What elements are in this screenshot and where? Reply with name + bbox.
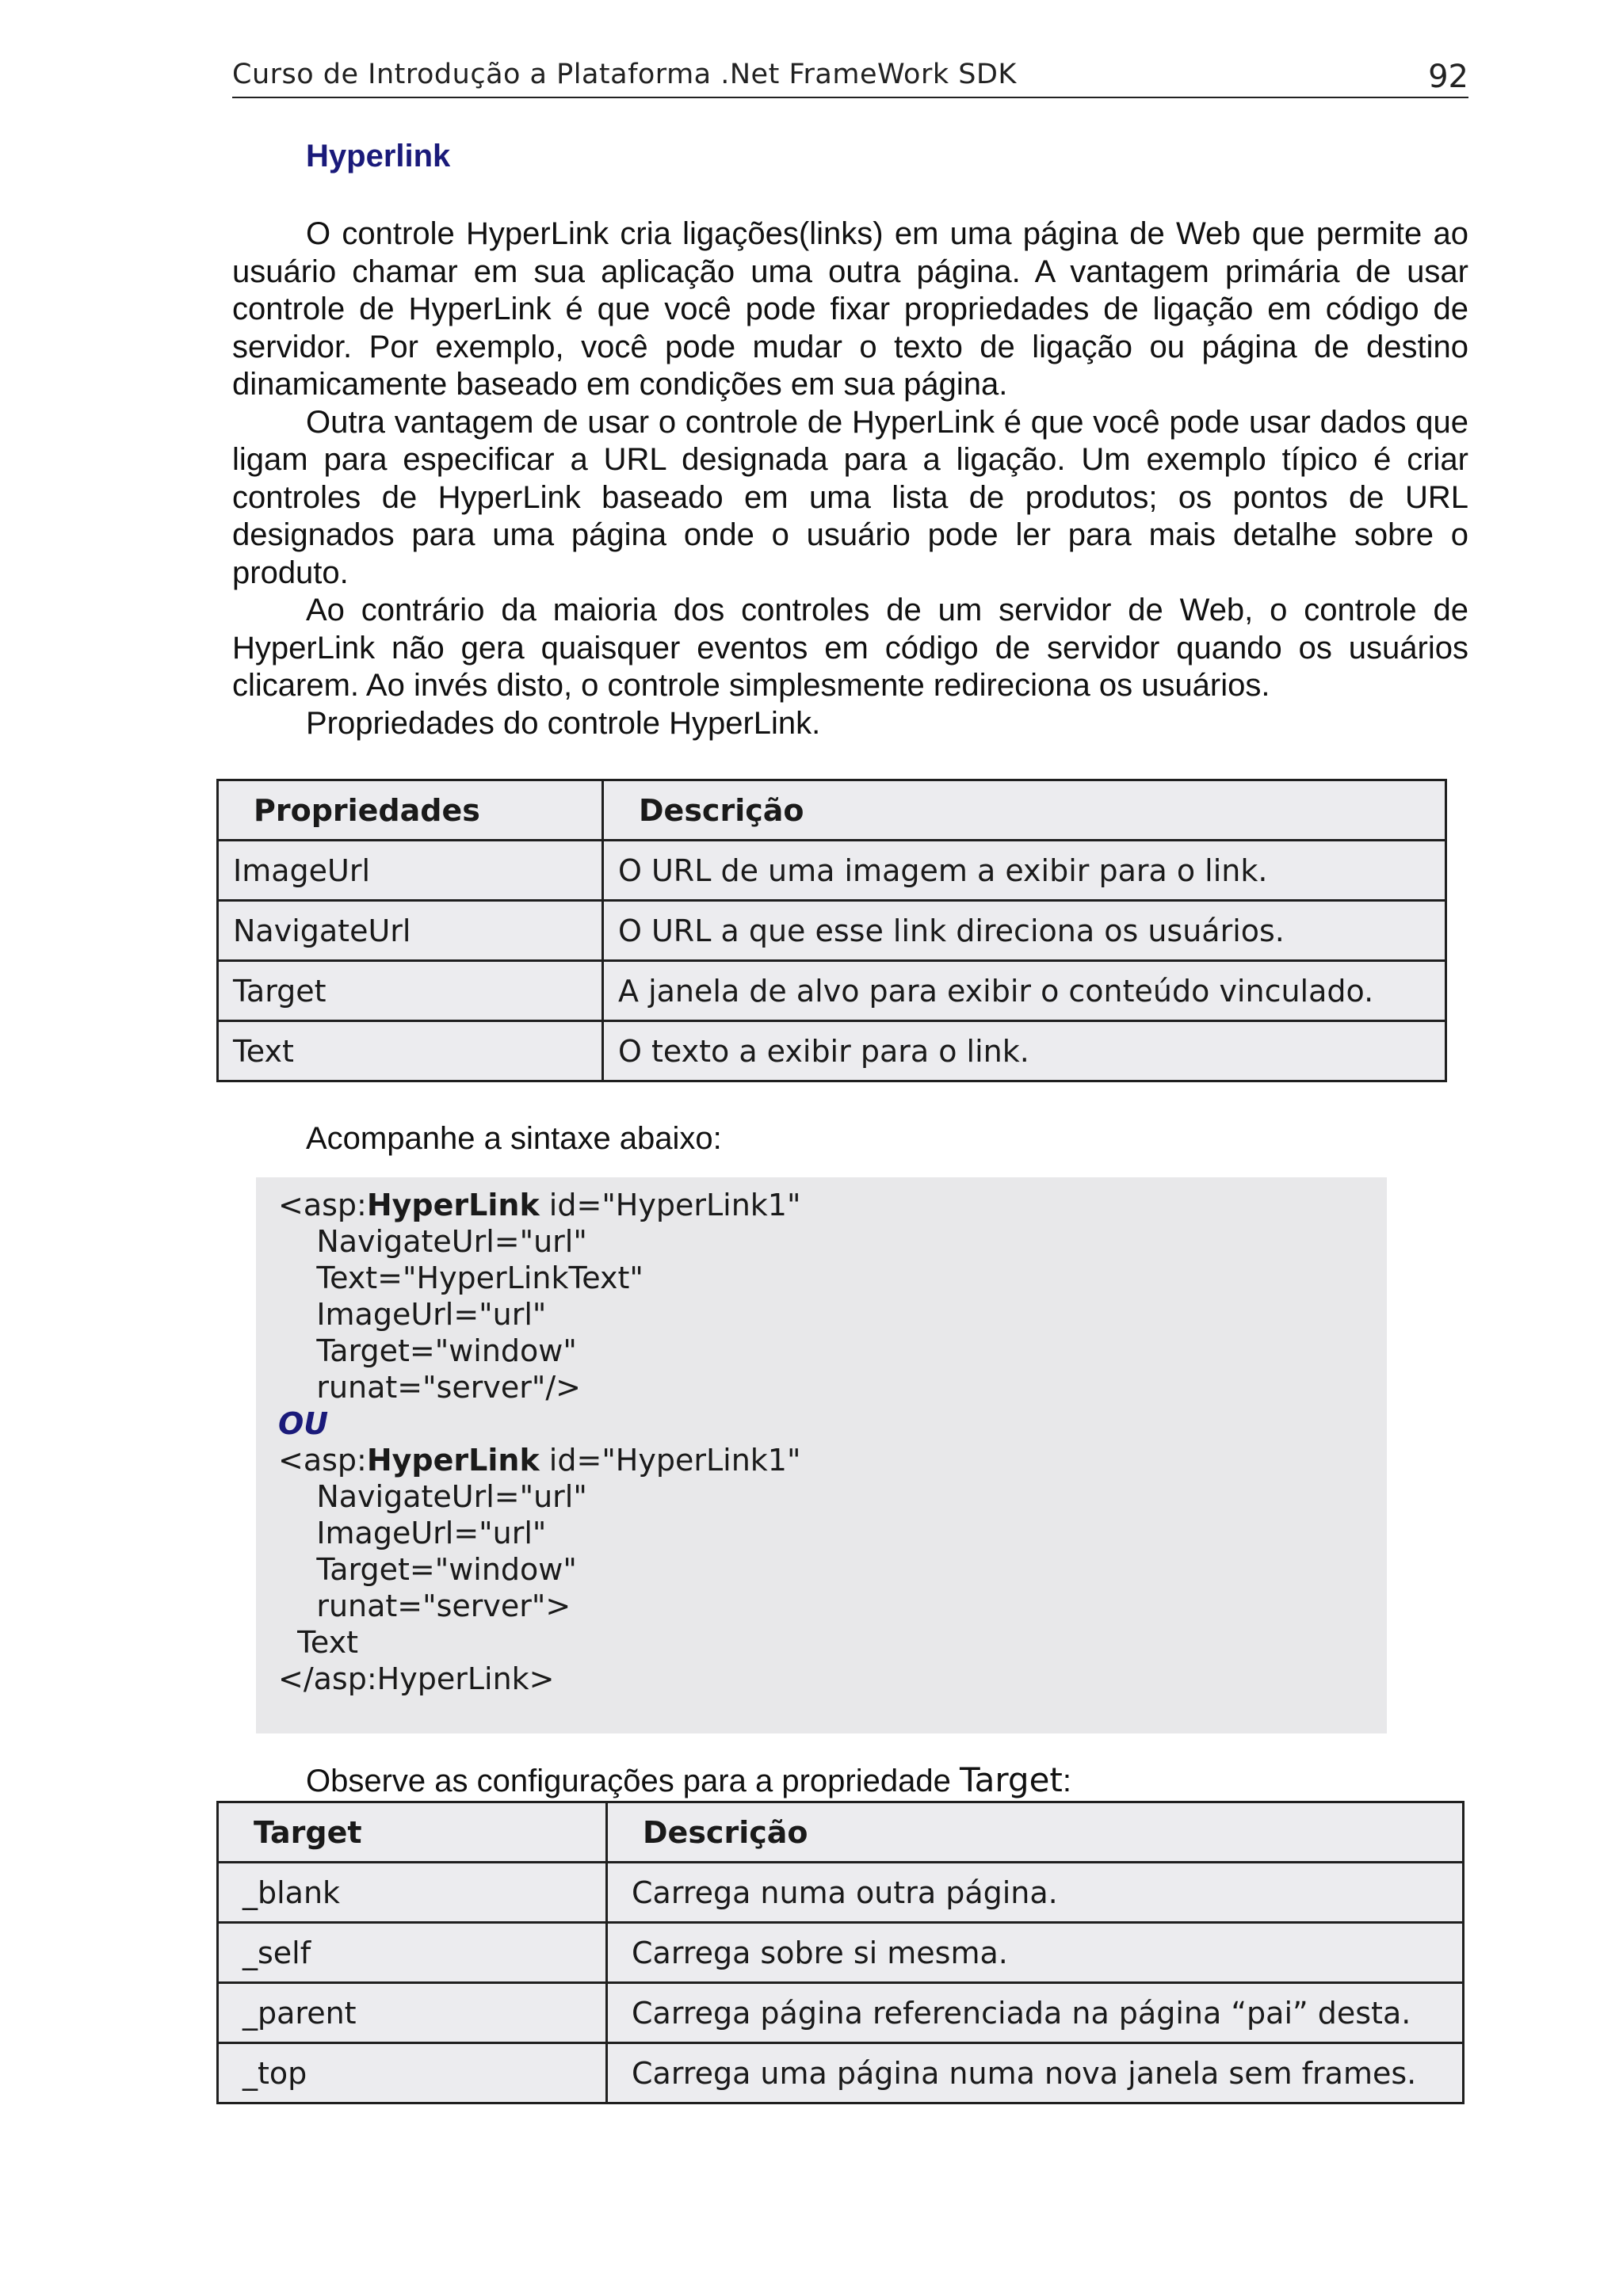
code-line: Text="HyperLinkText" bbox=[278, 1261, 643, 1295]
paragraph: O controle HyperLink cria ligações(links) em uma página de Web que permite ao usuário chamar em sua aplicação uma outra página. A vantagem primária de usar controle de HyperLink é que você pode fixar propriedades de ligação em código de servidor. Por exemplo, você pode mudar o texto de ligação ou página de destino dinamicamente baseado em condições em sua página. bbox=[232, 216, 1468, 402]
property-name-cell: NavigateUrl bbox=[218, 901, 603, 961]
code-line: runat="server"> bbox=[278, 1589, 571, 1623]
code-line: NavigateUrl="url" bbox=[278, 1224, 587, 1259]
property-description-cell: O URL de uma imagem a exibir para o link. bbox=[603, 841, 1446, 901]
page-number: 92 bbox=[1428, 59, 1468, 95]
table-row bbox=[218, 1923, 1464, 1983]
table-header-row bbox=[218, 1802, 1464, 1863]
target-description-cell: Carrega sobre si mesma. bbox=[607, 1923, 1464, 1983]
paragraph: Ao contrário da maioria dos controles de um servidor de Web, o controle de HyperLink não gera quaisquer eventos em código de servidor quando os usuários clicarem. Ao invés disto, o controle simplesmente redireciona os usuários. bbox=[232, 593, 1468, 703]
table-header-cell: Descrição bbox=[603, 780, 1446, 841]
target-value-cell: _self bbox=[218, 1923, 607, 1983]
target-table bbox=[216, 1801, 1465, 2104]
syntax-intro: Acompanhe a sintaxe abaixo: bbox=[306, 1121, 722, 1156]
code-separator: OU bbox=[278, 1406, 329, 1441]
table-row bbox=[218, 1021, 1446, 1081]
table-row bbox=[218, 1983, 1464, 2043]
target-description-cell: Carrega uma página numa nova janela sem frames. bbox=[607, 2043, 1464, 2103]
table-row bbox=[218, 841, 1446, 901]
table-header-cell: Propriedades bbox=[218, 780, 603, 841]
table-row bbox=[218, 961, 1446, 1021]
table-header-cell: Target bbox=[218, 1802, 607, 1863]
code-line: Text bbox=[278, 1625, 359, 1660]
header-title: Curso de Introdução a Plataforma .Net FrameWork SDK bbox=[232, 59, 1017, 90]
target-description-cell: Carrega numa outra página. bbox=[607, 1863, 1464, 1923]
code-line: Target="window" bbox=[278, 1552, 577, 1587]
target-description-cell: Carrega página referenciada na página “pai” desta. bbox=[607, 1983, 1464, 2043]
paragraph: Outra vantagem de usar o controle de HyperLink é que você pode usar dados que ligam para especificar a URL designada para a ligação. Um exemplo típico é criar controles de HyperLink baseado em uma lista de produtos; os pontos de URL designados para uma página onde o usuário pode ler para mais detalhe sobre o produto. bbox=[232, 404, 1468, 590]
target-value-cell: _parent bbox=[218, 1983, 607, 2043]
code-line: ImageUrl="url" bbox=[278, 1516, 547, 1550]
table-row bbox=[218, 1863, 1464, 1923]
code-line: <asp:HyperLink id="HyperLink1" bbox=[278, 1188, 801, 1222]
code-line: NavigateUrl="url" bbox=[278, 1479, 587, 1514]
section-title: Hyperlink bbox=[306, 139, 451, 174]
code-line: runat="server"/> bbox=[278, 1370, 582, 1405]
code-line: </asp:HyperLink> bbox=[278, 1661, 555, 1696]
target-value-cell: _top bbox=[218, 2043, 607, 2103]
code-content bbox=[278, 1187, 800, 1697]
target-intro: Observe as configurações para a propriedade Target: bbox=[306, 1760, 1072, 1799]
property-description-cell: O URL a que esse link direciona os usuários. bbox=[603, 901, 1446, 961]
code-line: ImageUrl="url" bbox=[278, 1297, 547, 1332]
table-header-cell: Descrição bbox=[607, 1802, 1464, 1863]
property-name-cell: Text bbox=[218, 1021, 603, 1081]
table-row bbox=[218, 2043, 1464, 2103]
table-header-row bbox=[218, 780, 1446, 841]
code-block bbox=[256, 1177, 1387, 1733]
page-header bbox=[232, 55, 1468, 98]
target-value-cell: _blank bbox=[218, 1863, 607, 1923]
paragraph: Propriedades do controle HyperLink. bbox=[306, 705, 821, 741]
body-text bbox=[232, 215, 1468, 742]
property-name-cell: Target bbox=[218, 961, 603, 1021]
code-line: <asp:HyperLink id="HyperLink1" bbox=[278, 1443, 801, 1478]
table-row bbox=[218, 901, 1446, 961]
code-line: Target="window" bbox=[278, 1333, 577, 1368]
property-description-cell: O texto a exibir para o link. bbox=[603, 1021, 1446, 1081]
properties-table bbox=[216, 779, 1447, 1082]
property-description-cell: A janela de alvo para exibir o conteúdo vinculado. bbox=[603, 961, 1446, 1021]
property-name-cell: ImageUrl bbox=[218, 841, 603, 901]
